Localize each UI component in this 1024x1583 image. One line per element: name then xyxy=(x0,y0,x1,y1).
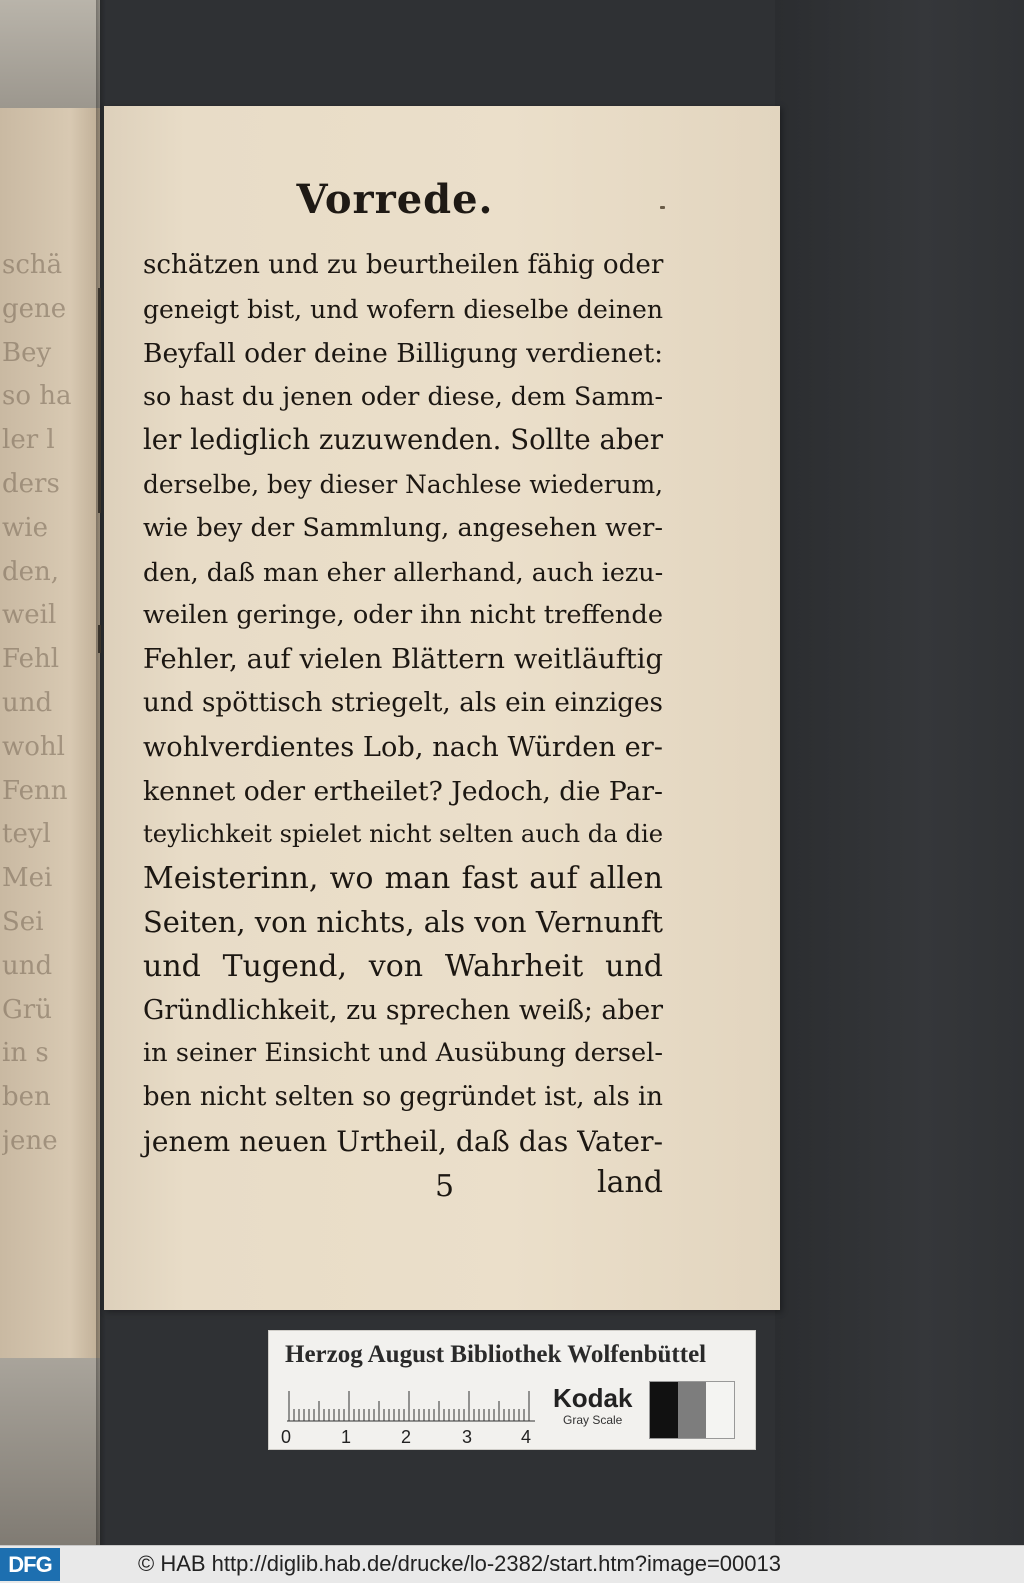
scale-number: 2 xyxy=(401,1427,412,1447)
facing-page-text-fragment: und xyxy=(2,688,53,718)
body-text xyxy=(143,244,663,1164)
text-line: ben nicht selten so gegründet ist, als in xyxy=(143,1082,663,1113)
facing-page-text-fragment: Grü xyxy=(2,994,52,1025)
facing-page-text-fragment: wie xyxy=(2,512,48,543)
scanner-backdrop xyxy=(775,0,1024,1545)
text-line: Fehler, auf vielen Blättern weitläuftig xyxy=(143,644,663,676)
text-line: Meisterinn, wo man fast auf allen xyxy=(143,861,663,897)
facing-page-text-fragment: teyl xyxy=(2,819,51,850)
text-line: schätzen und zu beurtheilen fähig oder xyxy=(143,250,664,280)
scale-number: 3 xyxy=(462,1427,473,1447)
library-label-card xyxy=(268,1330,756,1450)
facing-page-text-fragment: den, xyxy=(2,556,60,587)
scale-number: 0 xyxy=(281,1427,292,1447)
facing-page-text-fragment: Sei xyxy=(2,907,44,937)
facing-page-text-fragment: Bey xyxy=(2,337,52,368)
facing-page-text-fragment: ben xyxy=(2,1082,51,1113)
footer-bar xyxy=(0,1545,1024,1583)
running-header: Vorrede. xyxy=(296,176,494,223)
facing-page-text-fragment: und xyxy=(2,950,53,981)
text-line: kennet oder ertheilet? Jedoch, die Par- xyxy=(143,775,663,807)
gutter-mark xyxy=(98,625,101,653)
facing-page-text-fragment: weil xyxy=(2,600,57,631)
page-footer xyxy=(143,1165,663,1209)
text-line: wohlverdientes Lob, nach Würden er- xyxy=(143,731,663,763)
text-line: Beyfall oder deine Billigung verdienet: xyxy=(143,337,664,369)
signature-mark: 5 xyxy=(435,1169,455,1204)
text-line: Seiten, von nichts, als von Vernunft xyxy=(143,904,663,939)
text-line: den, daß man eher allerhand, auch iezu- xyxy=(143,556,664,587)
facing-page-text-fragment: jene xyxy=(2,1126,58,1156)
facing-page-bottom-edge xyxy=(0,1358,100,1545)
facing-page-text-fragment: Fenn xyxy=(2,775,68,806)
facing-page-text-fragment: gene xyxy=(2,293,67,324)
dfg-logo[interactable]: DFG xyxy=(0,1548,60,1581)
text-line: und spöttisch striegelt, als ein einziges xyxy=(143,687,663,718)
gray-swatch xyxy=(650,1382,678,1438)
text-line: ler lediglich zuzuwenden. Sollte aber xyxy=(143,424,663,457)
gutter-mark xyxy=(98,288,101,513)
gray-scale-label: Gray Scale xyxy=(563,1413,623,1427)
text-line: jenem neuen Urtheil, daß das Vater- xyxy=(143,1124,663,1158)
text-line: so hast du jenen oder diese, dem Samm- xyxy=(143,381,664,412)
gray-scale-swatches xyxy=(649,1381,735,1439)
facing-page-text-fragment: wohl xyxy=(2,731,65,762)
text-line: derselbe, bey dieser Nachlese wiederum, xyxy=(143,469,663,499)
text-line: Gründlichkeit, zu sprechen weiß; aber xyxy=(143,994,663,1026)
facing-page-text-fragment: ders xyxy=(2,469,60,499)
scale-ruler xyxy=(287,1387,535,1423)
facing-page-text-fragment: ler l xyxy=(2,425,55,456)
facing-page-text-fragment: so ha xyxy=(2,381,72,412)
text-line: teylichkeit spielet nicht selten auch da die xyxy=(143,820,664,849)
kodak-logo: Kodak xyxy=(553,1383,633,1413)
scale-number: 4 xyxy=(521,1427,532,1447)
facing-page-text-fragment: Mei xyxy=(2,863,53,894)
text-line: geneigt bist, und wofern dieselbe deinen xyxy=(143,294,663,324)
facing-page-text-fragment: schä xyxy=(2,250,63,280)
copyright-link[interactable]: © HAB http://diglib.hab.de/drucke/lo-2382/start.htm?image=00013 xyxy=(138,1551,781,1576)
gray-swatch xyxy=(678,1382,706,1438)
library-name: Herzog August Bibliothek Wolfenbüttel xyxy=(285,1341,707,1368)
scale-number: 1 xyxy=(341,1427,352,1447)
text-line: in seiner Einsicht und Ausübung dersel- xyxy=(143,1038,663,1069)
gray-swatch xyxy=(706,1382,734,1438)
facing-page xyxy=(0,108,100,1358)
text-line: und Tugend, von Wahrheit und xyxy=(143,948,663,984)
facing-page-text-fragment: in s xyxy=(2,1038,49,1069)
text-line: weilen geringe, oder ihn nicht treffende xyxy=(143,600,663,631)
text-line: wie bey der Sammlung, angesehen wer- xyxy=(143,512,663,543)
facing-page-top-edge xyxy=(0,0,100,108)
facing-page-text-fragment: Fehl xyxy=(2,644,60,675)
catchword: land xyxy=(596,1165,663,1200)
